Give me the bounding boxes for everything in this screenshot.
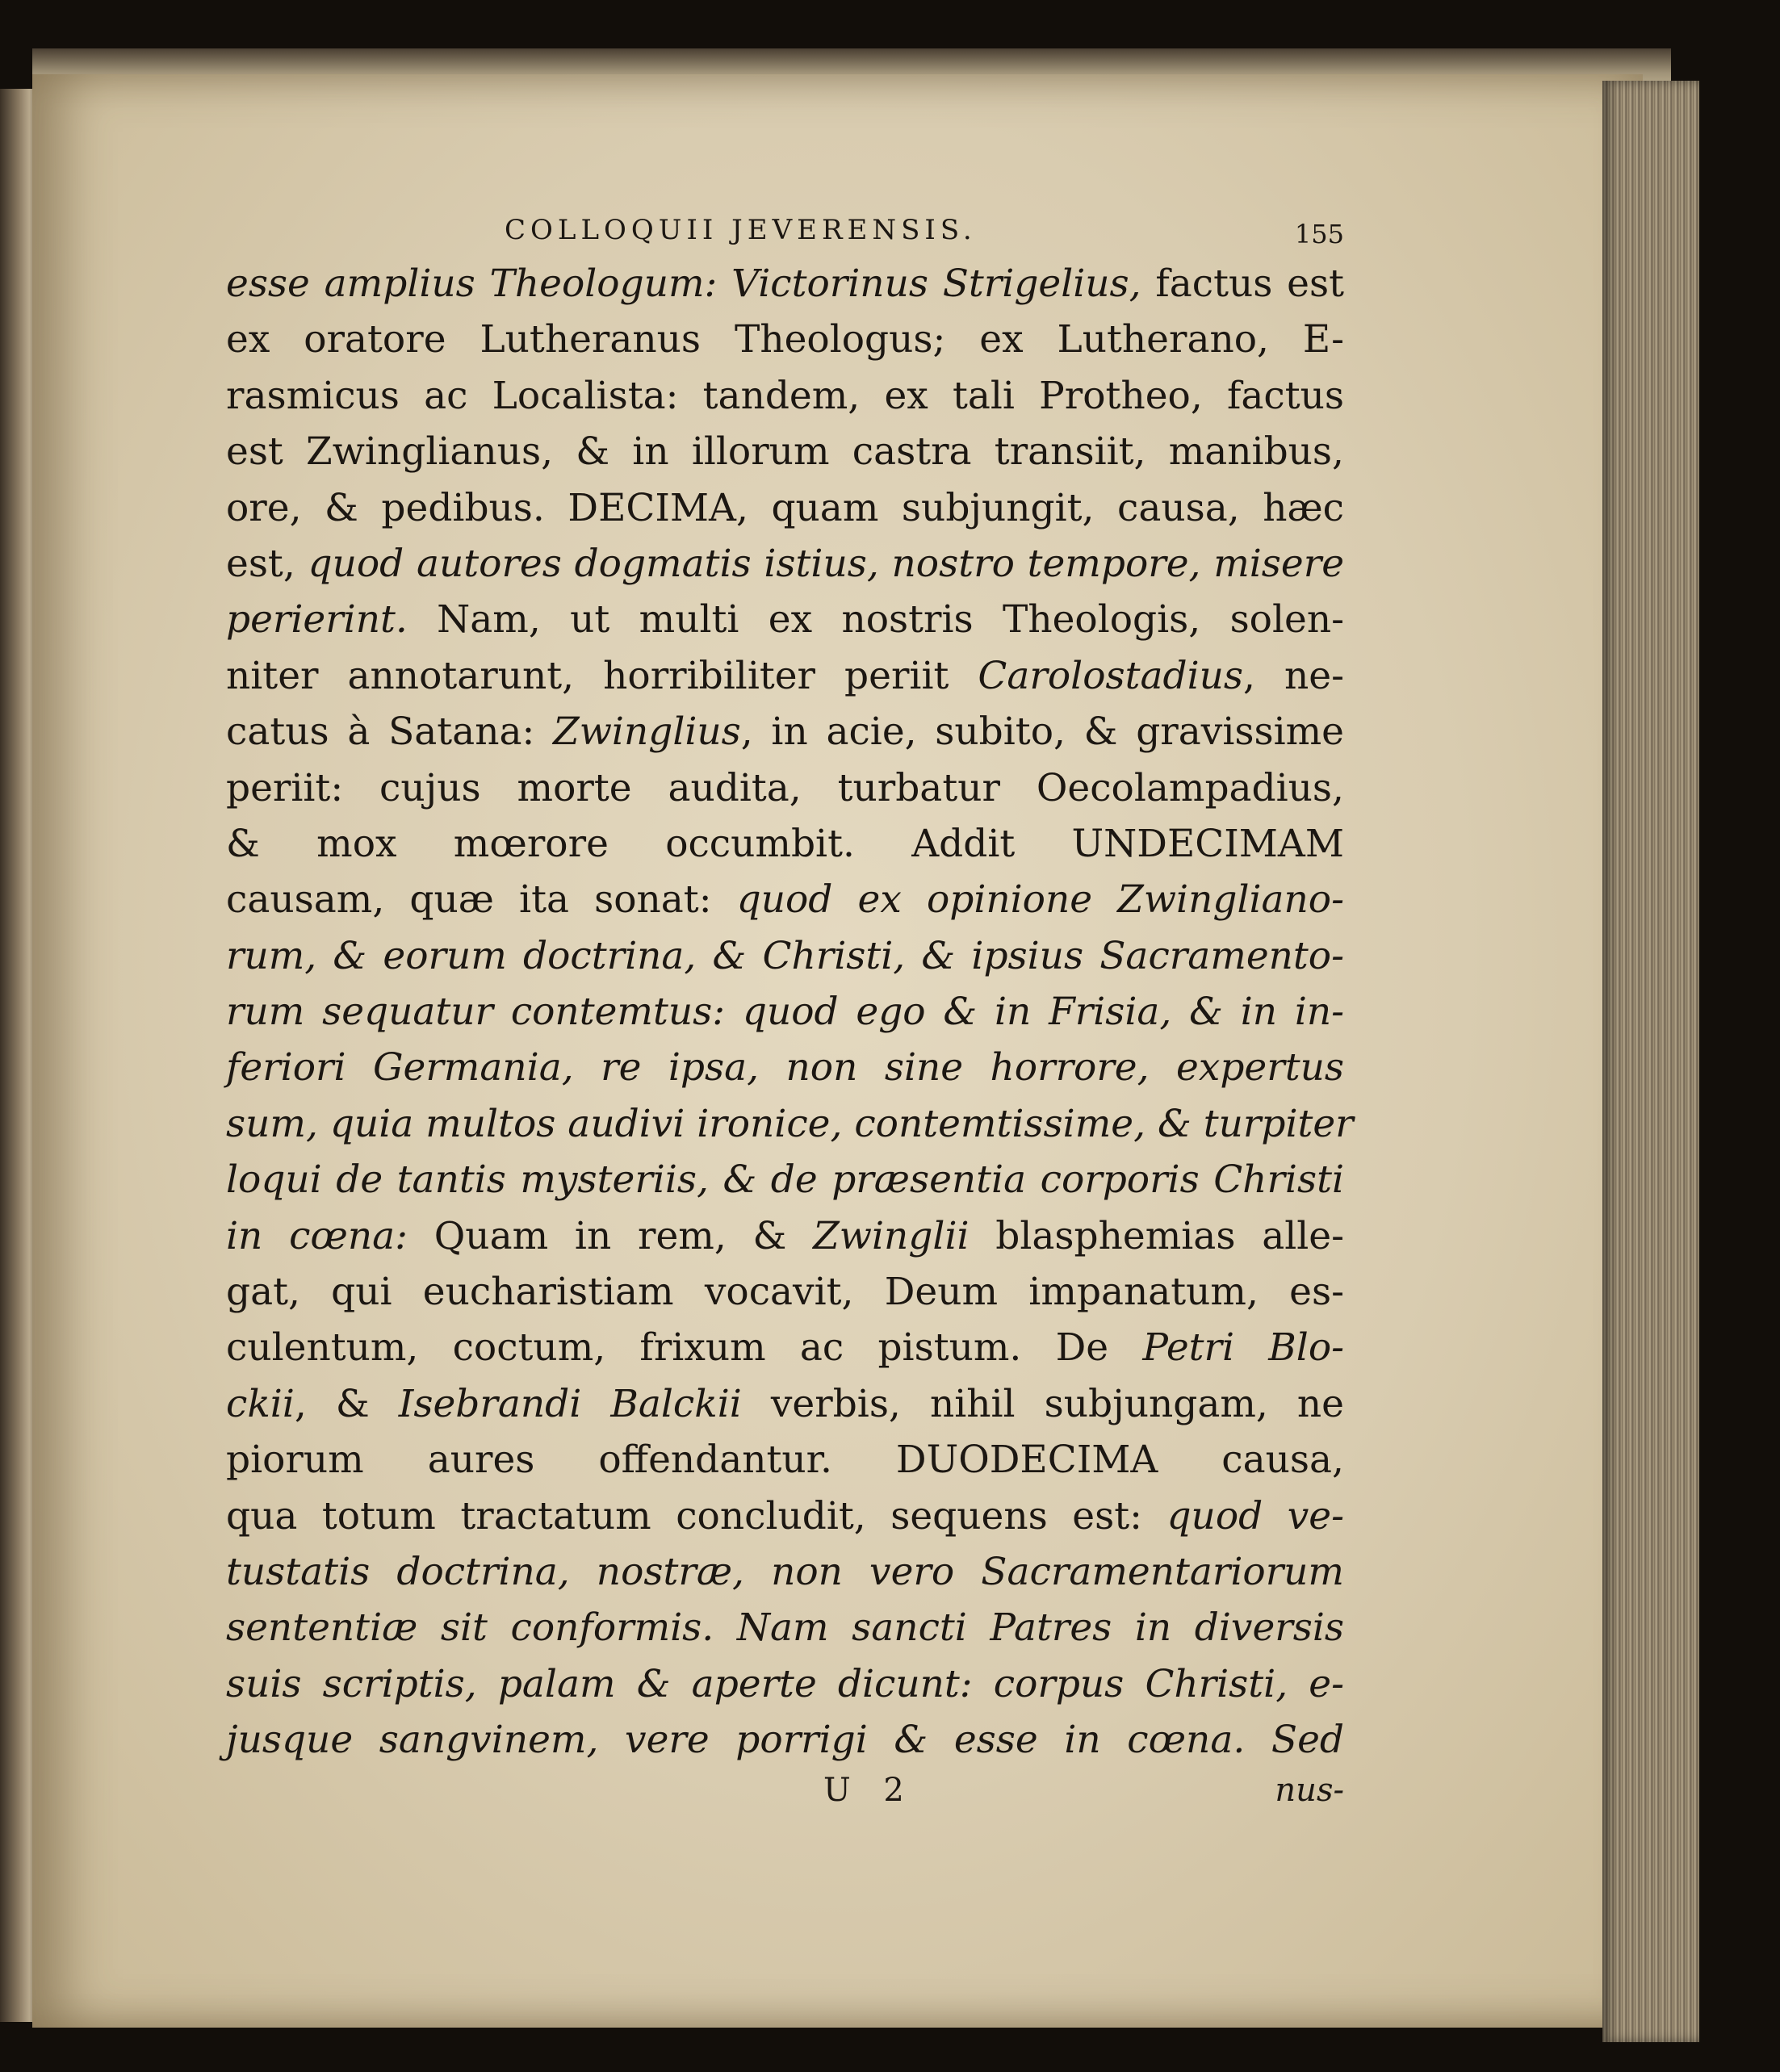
fore-edge: [1602, 81, 1699, 2042]
italic-run: Petri Blo-: [1142, 1325, 1344, 1371]
page-header: [226, 214, 1344, 256]
text-block: [226, 214, 1354, 1820]
roman-run: causam, quæ ita sonat:: [226, 877, 737, 923]
roman-run: est Zwinglianus, & in illorum castra transiit, manibus,: [226, 429, 1344, 475]
roman-run: Quam in rem, &: [433, 1213, 814, 1258]
text-line: [226, 928, 1344, 984]
signature-mark: U 2: [823, 1771, 915, 1809]
body-text: [226, 256, 1354, 1769]
roman-run: verbis, nihil subjungam, ne: [741, 1381, 1345, 1426]
text-line: [226, 1208, 1344, 1264]
roman-run: catus à Satana:: [226, 710, 554, 755]
text-line: [226, 872, 1344, 927]
italic-run: Carolostadius: [978, 653, 1244, 698]
text-line: [226, 1320, 1344, 1375]
text-line: [226, 1040, 1344, 1095]
text-line: [226, 1096, 1354, 1152]
page-footer: [226, 1772, 1344, 1820]
roman-run: gat, qui eucharistiam vocavit, Deum impanatum, es-: [226, 1270, 1344, 1315]
text-line: [226, 1544, 1344, 1600]
italic-run: Zwinglii: [813, 1213, 970, 1258]
text-line: [226, 1152, 1344, 1208]
roman-run: blasphemias alle-: [969, 1213, 1344, 1258]
text-line: [226, 648, 1344, 704]
roman-run: & mox mœrore occumbit. Addit UNDECIMAM: [226, 821, 1344, 866]
italic-run: quod ex opinione Zwingliano-: [736, 877, 1344, 923]
roman-run: ore, & pedibus. DECIMA, quam subjungit, causa, hæc: [226, 485, 1344, 530]
roman-run: culentum, coctum, frixum ac pistum. De: [226, 1325, 1143, 1371]
roman-run: Nam, ut multi ex nostris Theologis, solen-: [437, 597, 1344, 643]
italic-run: sum, quia multos audivi ironice, contemtissime, & turpiter: [226, 1101, 1354, 1146]
roman-run: factus est: [1155, 262, 1345, 306]
text-line: [226, 1488, 1344, 1544]
italic-run: jusque sangvinem, vere porrigi & esse in cœna. Sed: [226, 1718, 1344, 1763]
text-line: [226, 1656, 1344, 1712]
text-line: [226, 1712, 1344, 1768]
roman-run: qua totum tractatum concludit, sequens est:: [226, 1493, 1167, 1538]
text-line: [226, 1376, 1344, 1432]
text-line: [226, 816, 1344, 872]
italic-run: perierint.: [226, 597, 438, 643]
italic-run: Isebrandi Balckii: [398, 1381, 742, 1426]
text-line: [226, 704, 1344, 760]
italic-run: ckii: [226, 1381, 295, 1426]
catchword: nus-: [1275, 1771, 1344, 1809]
text-line: [226, 1432, 1344, 1488]
italic-run: Zwinglius: [553, 710, 741, 755]
roman-run: , ne-: [1243, 653, 1344, 698]
roman-run: , in acie, subito, & gravissime: [740, 710, 1344, 755]
text-line: [226, 1264, 1344, 1320]
text-line: [226, 368, 1344, 424]
text-line: [226, 256, 1344, 312]
roman-run: est,: [226, 541, 308, 586]
text-line: [226, 424, 1344, 479]
italic-run: rum, & eorum doctrina, & Christi, & ipsius Sacramento-: [226, 933, 1344, 978]
italic-run: suis scriptis, palam & aperte dicunt: corpus Christi, e-: [226, 1661, 1344, 1706]
italic-run: rum sequatur contemtus: quod ego & in Frisia, & in in-: [226, 990, 1344, 1035]
running-head: COLLOQUII JEVERENSIS.: [505, 214, 977, 246]
italic-run: in cœna:: [226, 1213, 434, 1258]
text-line: [226, 984, 1344, 1040]
roman-run: rasmicus ac Localista: tandem, ex tali Protheo, factus: [226, 373, 1344, 418]
italic-run: loqui de tantis mysteriis, & de præsentia corporis Christi: [226, 1157, 1344, 1203]
italic-run: feriori Germania, re ipsa, non sine horrore, expertus: [226, 1045, 1344, 1090]
italic-run: quod autores dogmatis istius, nostro tempore, misere: [308, 541, 1345, 586]
text-line: [226, 480, 1344, 536]
text-line: [226, 592, 1344, 647]
roman-run: piorum aures offendantur. DUODECIMA causa,: [226, 1438, 1344, 1483]
roman-run: , &: [294, 1381, 399, 1426]
italic-run: esse amplius Theologum: Victorinus Strigelius,: [226, 262, 1156, 306]
italic-run: quod ve-: [1166, 1493, 1344, 1538]
text-line: [226, 312, 1344, 367]
text-line: [226, 760, 1344, 816]
italic-run: sententiæ sit conformis. Nam sancti Patres in diversis: [226, 1605, 1344, 1651]
roman-run: niter annotarunt, horribiliter periit: [226, 653, 978, 698]
text-line: [226, 1600, 1344, 1656]
text-line: [226, 536, 1344, 592]
roman-run: ex oratore Lutheranus Theologus; ex Lutherano, E-: [226, 317, 1344, 362]
page-number: 155: [1294, 219, 1344, 249]
roman-run: periit: cujus morte audita, turbatur Oecolampadius,: [226, 765, 1344, 810]
italic-run: tustatis doctrina, nostræ, non vero Sacramentariorum: [226, 1549, 1344, 1594]
